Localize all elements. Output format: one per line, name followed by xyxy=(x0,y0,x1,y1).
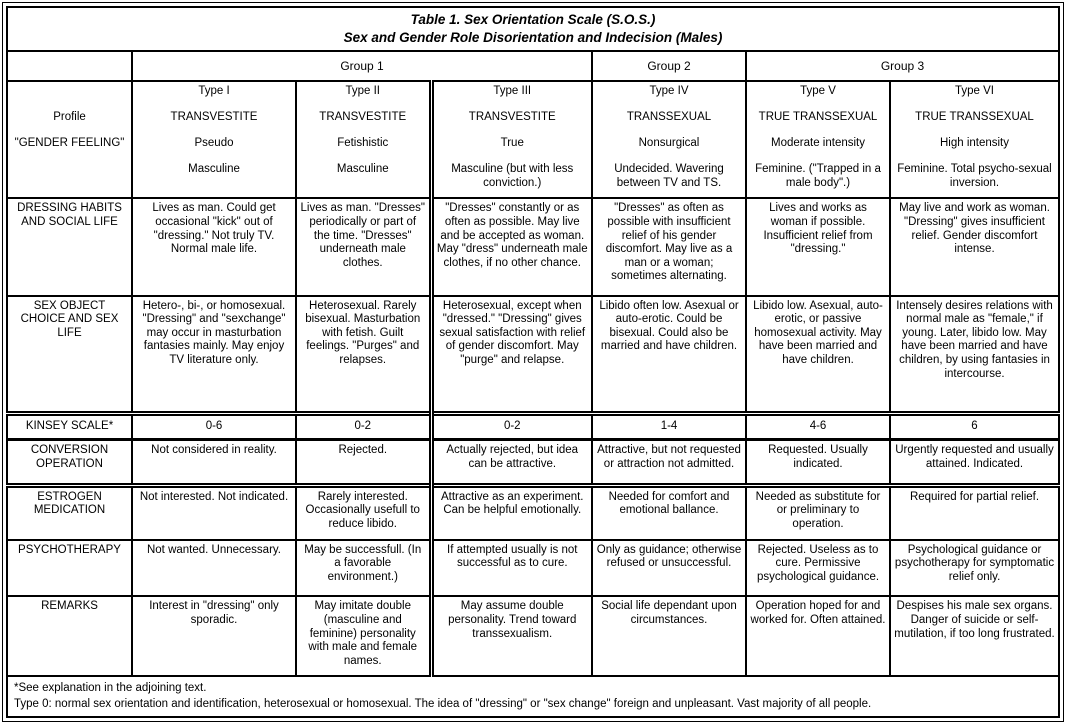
cell-type1-conversion: Not considered in reality. xyxy=(132,440,296,486)
row-groups xyxy=(7,51,1059,81)
type1-feeling: Masculine xyxy=(188,163,240,176)
type3-subtitle: True xyxy=(500,137,524,150)
profile-label-line1: Profile xyxy=(53,111,86,124)
cell-type6-kinsey: 6 xyxy=(890,413,1059,439)
cell-type4-conversion: Attractive, but not requested or attraction not admitted. xyxy=(592,440,746,486)
cell-type5-kinsey: 4-6 xyxy=(746,413,890,439)
type1-subtitle: Pseudo xyxy=(194,137,234,150)
type2-subtitle: Fetishistic xyxy=(337,137,389,150)
sos-table xyxy=(6,6,1060,718)
cell-type5-conversion: Requested. Usually indicated. xyxy=(746,440,890,486)
type3-name: TRANSVESTITE xyxy=(468,111,556,124)
type2-header: Type II xyxy=(345,85,381,98)
row-label-remarks: REMARKS xyxy=(7,596,132,676)
footnote-line1: *See explanation in the adjoining text. xyxy=(14,682,207,695)
cell-type3-sex-object: Heterosexual, except when "dressed." "Dressing" gives sexual satisfaction with relief of gender discomfort. May "purge" and relapse. xyxy=(431,296,592,413)
type5-feeling: Feminine. ("Trapped in a male body".) xyxy=(755,163,881,189)
row-estrogen xyxy=(7,485,1059,540)
row-title xyxy=(7,7,1059,51)
table-title xyxy=(7,7,1059,51)
row-label-profile xyxy=(7,81,132,198)
cell-type2-dressing: Lives as man. "Dresses" periodically or part of the time. "Dresses" underneath male clothes. xyxy=(296,198,431,295)
type3-feeling: Masculine (but with less conviction.) xyxy=(451,163,574,189)
cell-type6-estrogen: Required for partial relief. xyxy=(890,485,1059,540)
cell-type3-psychotherapy: If attempted usually is not successful as to cure. xyxy=(431,540,592,597)
type5-subtitle: Moderate intensity xyxy=(771,137,865,150)
row-psychotherapy xyxy=(7,540,1059,597)
cell-type4-estrogen: Needed for comfort and emotional ballance. xyxy=(592,485,746,540)
cell-type1-estrogen: Not interested. Not indicated. xyxy=(132,485,296,540)
type4-feeling: Undecided. Wavering between TV and TS. xyxy=(614,163,724,189)
cell-type5-remarks: Operation hoped for and worked for. Often attained. xyxy=(746,596,890,676)
cell-type4-kinsey: 1-4 xyxy=(592,413,746,439)
cell-type4-remarks: Social life dependant upon circumstances. xyxy=(592,596,746,676)
footnotes xyxy=(7,676,1059,717)
cell-type2-conversion: Rejected. xyxy=(296,440,431,486)
cell-type1-profile xyxy=(132,81,296,198)
row-label-estrogen: ESTROGEN MEDICATION xyxy=(7,485,132,540)
type1-name: TRANSVESTITE xyxy=(170,111,258,124)
cell-type2-psychotherapy: May be successfull. (In a favorable environment.) xyxy=(296,540,431,597)
cell-type6-psychotherapy: Psychological guidance or psychotherapy for symptomatic relief only. xyxy=(890,540,1059,597)
cell-type2-remarks: May imitate double (masculine and feminine) personality with male and female names. xyxy=(296,596,431,676)
cell-type5-psychotherapy: Rejected. Useless as to cure. Permissive psychological guidance. xyxy=(746,540,890,597)
cell-type2-sex-object: Heterosexual. Rarely bisexual. Masturbation with fetish. Guilt feelings. "Purges" and relapses. xyxy=(296,296,431,413)
cell-type2-kinsey: 0-2 xyxy=(296,413,431,439)
row-kinsey xyxy=(7,413,1059,439)
cell-type3-dressing: "Dresses" constantly or as often as possible. May live and be accepted as woman. May "dress" underneath male clothes, if no other chance. xyxy=(431,198,592,295)
type3-header: Type III xyxy=(493,85,532,98)
type6-feeling: Feminine. Total psycho-sexual inversion. xyxy=(897,163,1052,189)
row-sex-object xyxy=(7,296,1059,413)
group-header-2: Group 2 xyxy=(592,51,746,81)
cell-type4-dressing: "Dresses" as often as possible with insufficient relief of his gender discomfort. May live as a man or a woman; sometimes alternating. xyxy=(592,198,746,295)
row-label-sex-object: SEX OBJECT CHOICE AND SEX LIFE xyxy=(7,296,132,413)
cell-type3-estrogen: Attractive as an experiment. Can be helpful emotionally. xyxy=(431,485,592,540)
cell-type2-estrogen: Rarely interested. Occasionally usefull to reduce libido. xyxy=(296,485,431,540)
row-label-conversion: CONVERSION OPERATION xyxy=(7,440,132,486)
type6-header: Type VI xyxy=(955,85,994,98)
profile-label-line2: "GENDER FEELING" xyxy=(14,137,125,150)
type4-subtitle: Nonsurgical xyxy=(638,137,700,150)
row-remarks xyxy=(7,596,1059,676)
row-footnotes xyxy=(7,676,1059,717)
cell-type3-conversion: Actually rejected, but idea can be attractive. xyxy=(431,440,592,486)
cell-type6-sex-object: Intensely desires relations with normal male as "female," if young. Later, libido low. May have been married and have children, by using fantasies in intercourse. xyxy=(890,296,1059,413)
row-label-kinsey: KINSEY SCALE* xyxy=(7,413,132,439)
group-header-1: Group 1 xyxy=(132,51,592,81)
group-header-3: Group 3 xyxy=(746,51,1059,81)
type5-name: TRUE TRANSSEXUAL xyxy=(758,111,878,124)
cell-type5-estrogen: Needed as substitute for or preliminary to operation. xyxy=(746,485,890,540)
cell-type1-kinsey: 0-6 xyxy=(132,413,296,439)
cell-type1-psychotherapy: Not wanted. Unnecessary. xyxy=(132,540,296,597)
document-page xyxy=(2,2,1064,722)
cell-type2-profile xyxy=(296,81,431,198)
footnote-line2: Type 0: normal sex orientation and identification, heterosexual or homosexual. The idea of "dressing" or "sex change" foreign and unpleasant. Vast majority of all people. xyxy=(14,697,872,710)
type4-header: Type IV xyxy=(649,85,689,98)
type2-name: TRANSVESTITE xyxy=(319,111,407,124)
row-label-dressing: DRESSING HABITS AND SOCIAL LIFE xyxy=(7,198,132,295)
type6-subtitle: High intensity xyxy=(939,137,1010,150)
row-label-psychotherapy: PSYCHOTHERAPY xyxy=(7,540,132,597)
cell-type6-profile xyxy=(890,81,1059,198)
cell-type6-conversion: Urgently requested and usually attained. Indicated. xyxy=(890,440,1059,486)
cell-type1-remarks: Interest in "dressing" only sporadic. xyxy=(132,596,296,676)
cell-type3-kinsey: 0-2 xyxy=(431,413,592,439)
type1-header: Type I xyxy=(198,85,230,98)
row-profile xyxy=(7,81,1059,198)
cell-type1-dressing: Lives as man. Could get occasional "kick" out of "dressing." Not truly TV. Normal male life. xyxy=(132,198,296,295)
type4-name: TRANSSEXUAL xyxy=(626,111,712,124)
row-conversion xyxy=(7,440,1059,486)
cell-type6-dressing: May live and work as woman. "Dressing" gives insufficient relief. Gender discomfort intense. xyxy=(890,198,1059,295)
profile-label-spacer xyxy=(11,85,128,111)
cell-type4-profile xyxy=(592,81,746,198)
type2-feeling: Masculine xyxy=(336,163,389,176)
cell-type5-profile xyxy=(746,81,890,198)
table-title-line1: Table 1. Sex Orientation Scale (S.O.S.) xyxy=(410,12,656,28)
cell-type5-sex-object: Libido low. Asexual, auto-erotic, or passive homosexual activity. May have been married and have children. xyxy=(746,296,890,413)
cell-type4-sex-object: Libido often low. Asexual or auto-erotic. Could be bisexual. Could also be married and have children. xyxy=(592,296,746,413)
cell-type5-dressing: Lives and works as woman if possible. Insufficient relief from "dressing." xyxy=(746,198,890,295)
cell-type6-remarks: Despises his male sex organs. Danger of suicide or self-mutilation, if too long frustrated. xyxy=(890,596,1059,676)
table-title-line2: Sex and Gender Role Disorientation and Indecision (Males) xyxy=(343,29,723,45)
cell-type4-psychotherapy: Only as guidance; otherwise refused or unsuccessful. xyxy=(592,540,746,597)
type5-header: Type V xyxy=(800,85,836,98)
cell-type3-profile xyxy=(431,81,592,198)
type6-name: TRUE TRANSSEXUAL xyxy=(915,111,1034,124)
group-header-empty xyxy=(7,51,132,81)
row-dressing xyxy=(7,198,1059,295)
cell-type1-sex-object: Hetero-, bi-, or homosexual. "Dressing" and "sexchange" may occur in masturbation fantasies mainly. May enjoy TV literature only. xyxy=(132,296,296,413)
cell-type3-remarks: May assume double personality. Trend toward transsexualism. xyxy=(431,596,592,676)
